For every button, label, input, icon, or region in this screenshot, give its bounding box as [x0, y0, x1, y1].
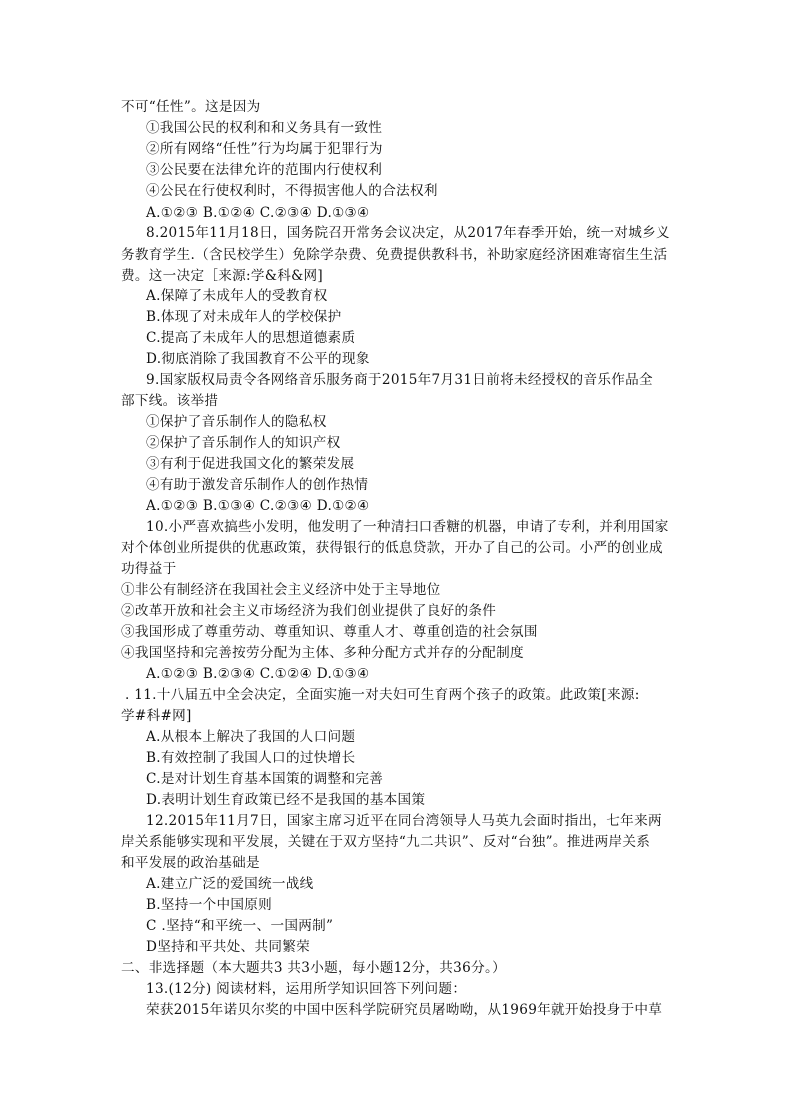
text-line: 岸关系能够实现和平发展，关键在于双方坚持“九二共识”、反对“台独”。推进两岸关系 [121, 834, 651, 850]
option-line: ①我国公民的权利和和义务具有一致性 [146, 120, 383, 136]
text-line: 部下线。该举措 [121, 393, 219, 409]
text-line: 荣获2015年诺贝尔奖的中国中医科学院研究员屠呦呦，从1969年就开始投身于中草 [146, 1002, 663, 1018]
question-10: 10.小严喜欢搞些小发明，他发明了一种清扫口香糖的机器，申请了专利，并利用国家 [146, 519, 669, 535]
option-line: A.建立广泛的爱国统一战线 [146, 876, 314, 892]
text-line: 功得益于 [121, 561, 177, 577]
option-line: C.是对计划生育基本国策的调整和完善 [146, 771, 384, 787]
option-line: ④公民在行使权利时，不得损害他人的合法权利 [146, 183, 438, 199]
option-line: ④我国坚持和完善按劳分配为主体、多种分配方式并存的分配制度 [121, 645, 524, 661]
section-heading: 二、非选择题（本大题共3 共3小题，每小题12分，共36分。） [121, 960, 506, 976]
option-line: D坚持和平共处、共同繁荣 [146, 939, 311, 955]
option-line: B.有效控制了我国人口的过快增长 [146, 750, 356, 766]
option-line: C .坚持“和平统一、一国两制” [146, 918, 334, 934]
option-line: ④有助于激发音乐制作人的创作热情 [146, 477, 369, 493]
option-line: ③公民要在法律允许的范围内行使权利 [146, 162, 383, 178]
option-line: C.提高了未成年人的思想道德素质 [146, 330, 356, 346]
option-line: ①保护了音乐制作人的隐私权 [146, 414, 327, 430]
text-line: 学#科#网] [121, 708, 192, 724]
text-line: 费。这一决定［来源:学&科&网] [121, 268, 324, 284]
option-line: ③我国形成了尊重劳动、尊重知识、尊重人才、尊重创造的社会氛围 [121, 624, 538, 640]
text-line: 务教育学生.（含民校学生）免除学杂费、免费提供教科书，补助家庭经济困难寄宿生生活 [121, 247, 668, 263]
text-line: 不可“任性”。这是因为 [121, 99, 261, 115]
text-line: 和平发展的政治基础是 [121, 855, 260, 871]
question-9: 9.国家版权局责令各网络音乐服务商于2015年7月31日前将未经授权的音乐作品全 [146, 372, 653, 388]
option-line: ①非公有制经济在我国社会主义经济中处于主导地位 [121, 582, 441, 598]
option-line: D.表明计划生育政策已经不是我国的基本国策 [146, 792, 426, 808]
option-line: ②所有网络“任性”行为均属于犯罪行为 [146, 141, 383, 157]
question-8: 8.2015年11月18日，国务院召开常务会议决定，从2017年春季开始，统一对城乡义 [146, 225, 670, 241]
answer-choices: A.①②③ B.①③④ C.②③④ D.①②④ [146, 498, 370, 514]
option-line: A.从根本上解决了我国的人口问题 [146, 729, 356, 745]
answer-choices: A.①②③ B.①②④ C.②③④ D.①③④ [146, 205, 370, 221]
option-line: D.彻底消除了我国教育不公平的现象 [146, 351, 370, 367]
text-line: 对个体创业所提供的优惠政策，获得银行的低息贷款，开办了自己的公司。小严的创业成 [121, 540, 663, 556]
option-line: ②保护了音乐制作人的知识产权 [146, 435, 341, 451]
question-13: 13.(12分) 阅读材料，运用所学知识回答下列问题： [146, 981, 467, 997]
option-line: ③有利于促进我国文化的繁荣发展 [146, 456, 355, 472]
question-11: . 11.十八届五中全会决定，全面实施一对夫妇可生育两个孩子的政策。此政策[来源: [125, 687, 640, 703]
answer-choices: A.①②③ B.②③④ C.①②④ D.①③④ [146, 666, 370, 682]
option-line: B.坚持一个中国原则 [146, 897, 273, 913]
option-line: B.体现了对未成年人的学校保护 [146, 309, 342, 325]
question-12: 12.2015年11月7日，国家主席习近平在同台湾领导人马英九会面时指出，七年来两 [146, 813, 662, 829]
option-line: ②改革开放和社会主义市场经济为我们创业提供了良好的条件 [121, 603, 497, 619]
option-line: A.保障了未成年人的受教育权 [146, 288, 328, 304]
